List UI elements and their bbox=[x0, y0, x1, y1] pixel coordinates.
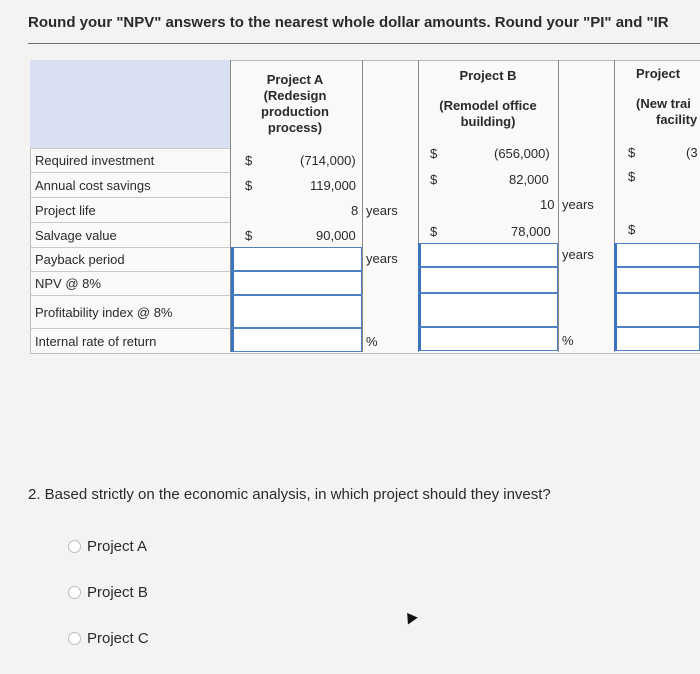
b-payback-unit: years bbox=[562, 247, 594, 262]
project-b-desc-line: building) bbox=[460, 114, 516, 129]
c-npv-input[interactable] bbox=[614, 267, 700, 293]
option-project-c[interactable] bbox=[68, 630, 149, 647]
a-investment-value: (714,000) bbox=[300, 153, 356, 168]
project-a-header bbox=[240, 72, 350, 136]
a-irr-input[interactable] bbox=[231, 328, 362, 352]
radio-icon[interactable] bbox=[68, 540, 81, 553]
column-divider bbox=[362, 60, 363, 352]
project-b-desc-line: (Remodel office bbox=[439, 98, 537, 113]
option-label: Project A bbox=[87, 538, 148, 555]
b-irr-unit: % bbox=[562, 333, 574, 348]
c-pi-input[interactable] bbox=[614, 293, 700, 327]
row-divider bbox=[30, 148, 230, 149]
b-irr-input[interactable] bbox=[418, 327, 558, 351]
a-irr-unit: % bbox=[366, 334, 378, 349]
b-pi-input[interactable] bbox=[418, 293, 558, 327]
a-investment-dollar: $ bbox=[245, 153, 253, 168]
row-label-payback-period: Payback period bbox=[35, 252, 125, 267]
c-payback-input[interactable] bbox=[614, 243, 700, 267]
project-c-name: Project bbox=[636, 66, 681, 81]
b-investment-dollar: $ bbox=[430, 146, 438, 161]
row-divider bbox=[30, 328, 230, 329]
row-label-annual-cost-savings: Annual cost savings bbox=[35, 178, 151, 193]
c-investment-dollar: $ bbox=[628, 145, 636, 160]
b-life-unit: years bbox=[562, 197, 594, 212]
c-investment-value: (3 bbox=[686, 145, 698, 160]
question-2-text: 2. Based strictly on the economic analysis, in which project should they invest? bbox=[28, 486, 551, 503]
instruction-text: Round your "NPV" answers to the nearest whole dollar amounts. Round your "PI" and "IR bbox=[28, 14, 669, 31]
a-life-value: 8 bbox=[351, 203, 359, 218]
row-label-salvage-value: Salvage value bbox=[35, 228, 117, 243]
row-divider bbox=[30, 271, 230, 272]
b-salvage-value: 78,000 bbox=[511, 224, 551, 239]
instruction-divider bbox=[28, 43, 700, 44]
row-label-project-life: Project life bbox=[35, 203, 96, 218]
row-divider bbox=[30, 197, 230, 198]
project-c-desc-line: facility bbox=[656, 112, 698, 127]
option-project-a[interactable] bbox=[68, 538, 147, 555]
a-payback-input[interactable] bbox=[231, 247, 362, 271]
b-salvage-dollar: $ bbox=[430, 224, 438, 239]
a-life-unit: years bbox=[366, 203, 398, 218]
mouse-cursor-icon bbox=[402, 609, 418, 624]
option-label: Project C bbox=[87, 630, 149, 647]
c-savings-dollar: $ bbox=[628, 169, 636, 184]
b-savings-dollar: $ bbox=[430, 172, 438, 187]
row-divider bbox=[30, 295, 230, 296]
project-b-name: Project B bbox=[459, 68, 517, 83]
a-npv-input[interactable] bbox=[231, 271, 362, 295]
a-payback-unit: years bbox=[366, 251, 398, 266]
option-project-b[interactable] bbox=[68, 584, 148, 601]
option-label: Project B bbox=[87, 584, 148, 601]
b-savings-value: 82,000 bbox=[509, 172, 549, 187]
column-divider bbox=[558, 60, 559, 352]
a-savings-value: 119,000 bbox=[310, 178, 357, 193]
row-label-npv: NPV @ 8% bbox=[35, 276, 101, 291]
row-divider bbox=[30, 247, 230, 248]
c-irr-input[interactable] bbox=[614, 327, 700, 351]
b-npv-input[interactable] bbox=[418, 267, 558, 293]
row-divider bbox=[30, 172, 230, 173]
row-divider bbox=[30, 222, 230, 223]
project-a-desc-line: production bbox=[261, 104, 329, 119]
radio-icon[interactable] bbox=[68, 586, 81, 599]
radio-icon[interactable] bbox=[68, 632, 81, 645]
a-savings-dollar: $ bbox=[245, 178, 253, 193]
table-header-band bbox=[30, 60, 230, 148]
a-salvage-value: 90,000 bbox=[316, 228, 356, 243]
b-investment-value: (656,000) bbox=[494, 146, 550, 161]
c-salvage-dollar: $ bbox=[628, 222, 636, 237]
row-label-profitability-index: Profitability index @ 8% bbox=[35, 305, 173, 320]
project-a-desc-line: process) bbox=[267, 120, 323, 135]
a-pi-input[interactable] bbox=[231, 295, 362, 328]
row-label-irr: Internal rate of return bbox=[35, 334, 157, 349]
project-b-header bbox=[420, 68, 556, 130]
project-c-desc-line: (New trai bbox=[636, 96, 691, 111]
b-payback-input[interactable] bbox=[418, 243, 558, 267]
row-label-required-investment: Required investment bbox=[35, 153, 155, 168]
project-c-header bbox=[636, 66, 700, 128]
a-salvage-dollar: $ bbox=[245, 228, 253, 243]
project-a-desc-line: (Redesign bbox=[263, 88, 327, 103]
project-a-name: Project A bbox=[266, 72, 324, 87]
b-life-value: 10 bbox=[540, 197, 555, 212]
